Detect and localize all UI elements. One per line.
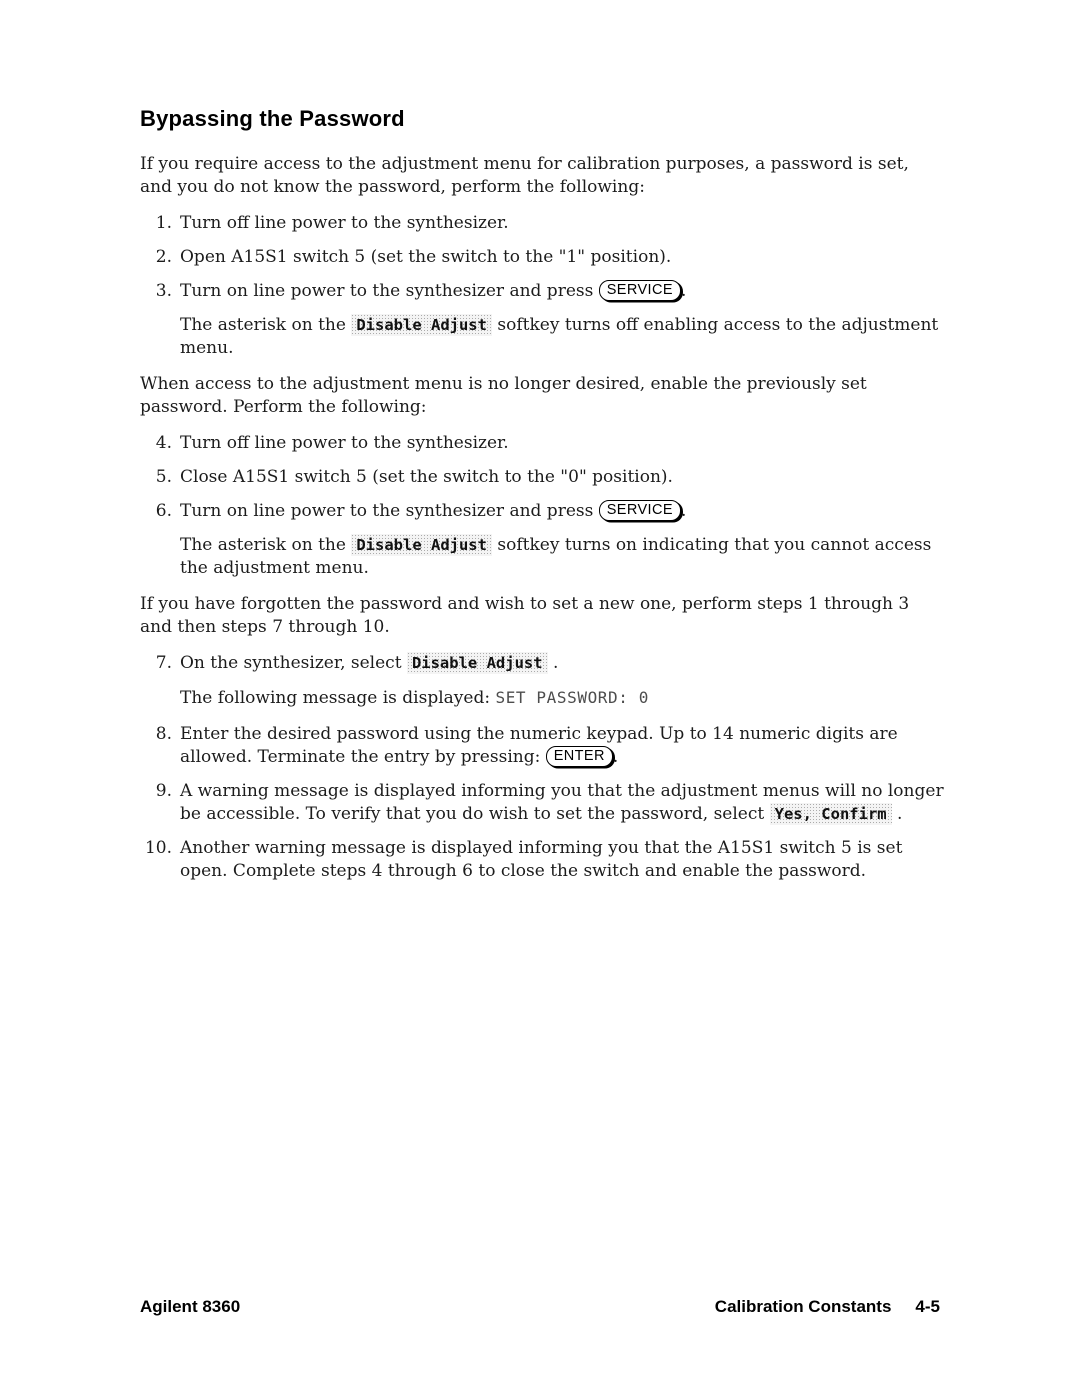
text-run: Turn off line power to the synthesizer. bbox=[180, 433, 509, 453]
text-run: . bbox=[680, 281, 687, 301]
list-item bbox=[140, 500, 946, 523]
list-item bbox=[140, 780, 946, 826]
front-panel-key: ENTER bbox=[546, 746, 613, 767]
text-run: . bbox=[680, 501, 687, 521]
display-message: SET PASSWORD: 0 bbox=[495, 688, 649, 707]
list-item-number: 10. bbox=[144, 838, 172, 858]
footer-product-name: Agilent 8360 bbox=[140, 1297, 241, 1316]
list-item bbox=[140, 212, 946, 235]
sub-paragraph bbox=[180, 686, 946, 710]
text-run: Turn on line power to the synthesizer and press bbox=[180, 281, 599, 301]
list-item bbox=[140, 723, 946, 769]
text-run: The asterisk on the bbox=[180, 535, 352, 555]
list-item-number: 5. bbox=[155, 467, 172, 487]
list-item-number: 4. bbox=[155, 433, 172, 453]
list-item bbox=[140, 432, 946, 455]
list-item-text bbox=[180, 246, 946, 269]
list-item-number: 9. bbox=[155, 781, 172, 801]
front-panel-key: SERVICE bbox=[599, 280, 681, 301]
list-item-text bbox=[180, 466, 946, 489]
text-run: Another warning message is displayed informing you that the A15S1 switch 5 is set open. Complete steps 4 through 6 to close the switch and enable the password. bbox=[180, 838, 903, 881]
list-item-text bbox=[180, 432, 946, 455]
list-item bbox=[140, 280, 946, 303]
text-run: Turn on line power to the synthesizer and press bbox=[180, 501, 599, 521]
text-run: If you require access to the adjustment menu for calibration purposes, a password is set, and you do not know the password, perform the following: bbox=[140, 154, 909, 197]
footer-section-title: Calibration Constants bbox=[714, 1297, 892, 1316]
list-item bbox=[140, 837, 946, 883]
list-item-text bbox=[180, 837, 946, 883]
list-item-text bbox=[180, 280, 946, 303]
list-item-text bbox=[180, 780, 946, 826]
front-panel-key: SERVICE bbox=[599, 500, 681, 521]
text-run: . bbox=[547, 653, 559, 673]
text-run: Open A15S1 switch 5 (set the switch to the "1" position). bbox=[180, 247, 672, 267]
text-run: If you have forgotten the password and wish to set a new one, perform steps 1 through 3 and then steps 7 through 10. bbox=[140, 594, 910, 637]
text-run: Turn off line power to the synthesizer. bbox=[180, 213, 509, 233]
text-run: Enter the desired password using the numeric keypad. Up to 14 numeric digits are allowed. Terminate the entry by pressing: bbox=[180, 724, 898, 767]
list-item-number: 7. bbox=[155, 653, 172, 673]
text-run: . bbox=[891, 804, 903, 824]
softkey-label: Disable Adjust bbox=[407, 652, 548, 674]
list-item-text bbox=[180, 723, 946, 769]
text-run: softkey turns off enabling access to the adjustment menu. bbox=[180, 315, 939, 358]
text-run: When access to the adjustment menu is no longer desired, enable the previously set password. Perform the following: bbox=[140, 374, 867, 417]
list-item-number: 8. bbox=[155, 724, 172, 744]
paragraph bbox=[140, 153, 946, 199]
list-item bbox=[140, 652, 946, 675]
list-item-number: 2. bbox=[155, 247, 172, 267]
list-item-text bbox=[180, 500, 946, 523]
paragraph bbox=[140, 593, 946, 639]
list-item-number: 1. bbox=[155, 213, 172, 233]
page-title: Bypassing the Password bbox=[140, 106, 405, 131]
list-item-text bbox=[180, 652, 946, 675]
list-item bbox=[140, 246, 946, 269]
softkey-label: Disable Adjust bbox=[351, 534, 492, 556]
text-run: On the synthesizer, select bbox=[180, 653, 407, 673]
text-run: . bbox=[612, 747, 619, 767]
sub-paragraph bbox=[180, 534, 946, 580]
list-item bbox=[140, 466, 946, 489]
document-content bbox=[140, 106, 946, 894]
softkey-label: Disable Adjust bbox=[351, 314, 492, 336]
text-run: softkey turns on indicating that you cannot access the adjustment menu. bbox=[180, 535, 932, 578]
footer-page-number: 4-5 bbox=[915, 1297, 940, 1316]
text-run: Close A15S1 switch 5 (set the switch to the "0" position). bbox=[180, 467, 673, 487]
list-item-number: 3. bbox=[155, 281, 172, 301]
text-run: The following message is displayed: bbox=[180, 688, 496, 708]
softkey-label: Yes, Confirm bbox=[770, 803, 892, 825]
paragraph bbox=[140, 373, 946, 419]
blocks-container bbox=[140, 153, 946, 883]
footer-right-group bbox=[715, 1297, 940, 1317]
text-run: The asterisk on the bbox=[180, 315, 352, 335]
list-item-text bbox=[180, 212, 946, 235]
text-run: A warning message is displayed informing you that the adjustment menus will no longer be accessible. To verify that you do wish to set the password, select bbox=[180, 781, 944, 824]
sub-paragraph bbox=[180, 314, 946, 360]
page-footer bbox=[140, 1297, 940, 1317]
list-item-number: 6. bbox=[155, 501, 172, 521]
